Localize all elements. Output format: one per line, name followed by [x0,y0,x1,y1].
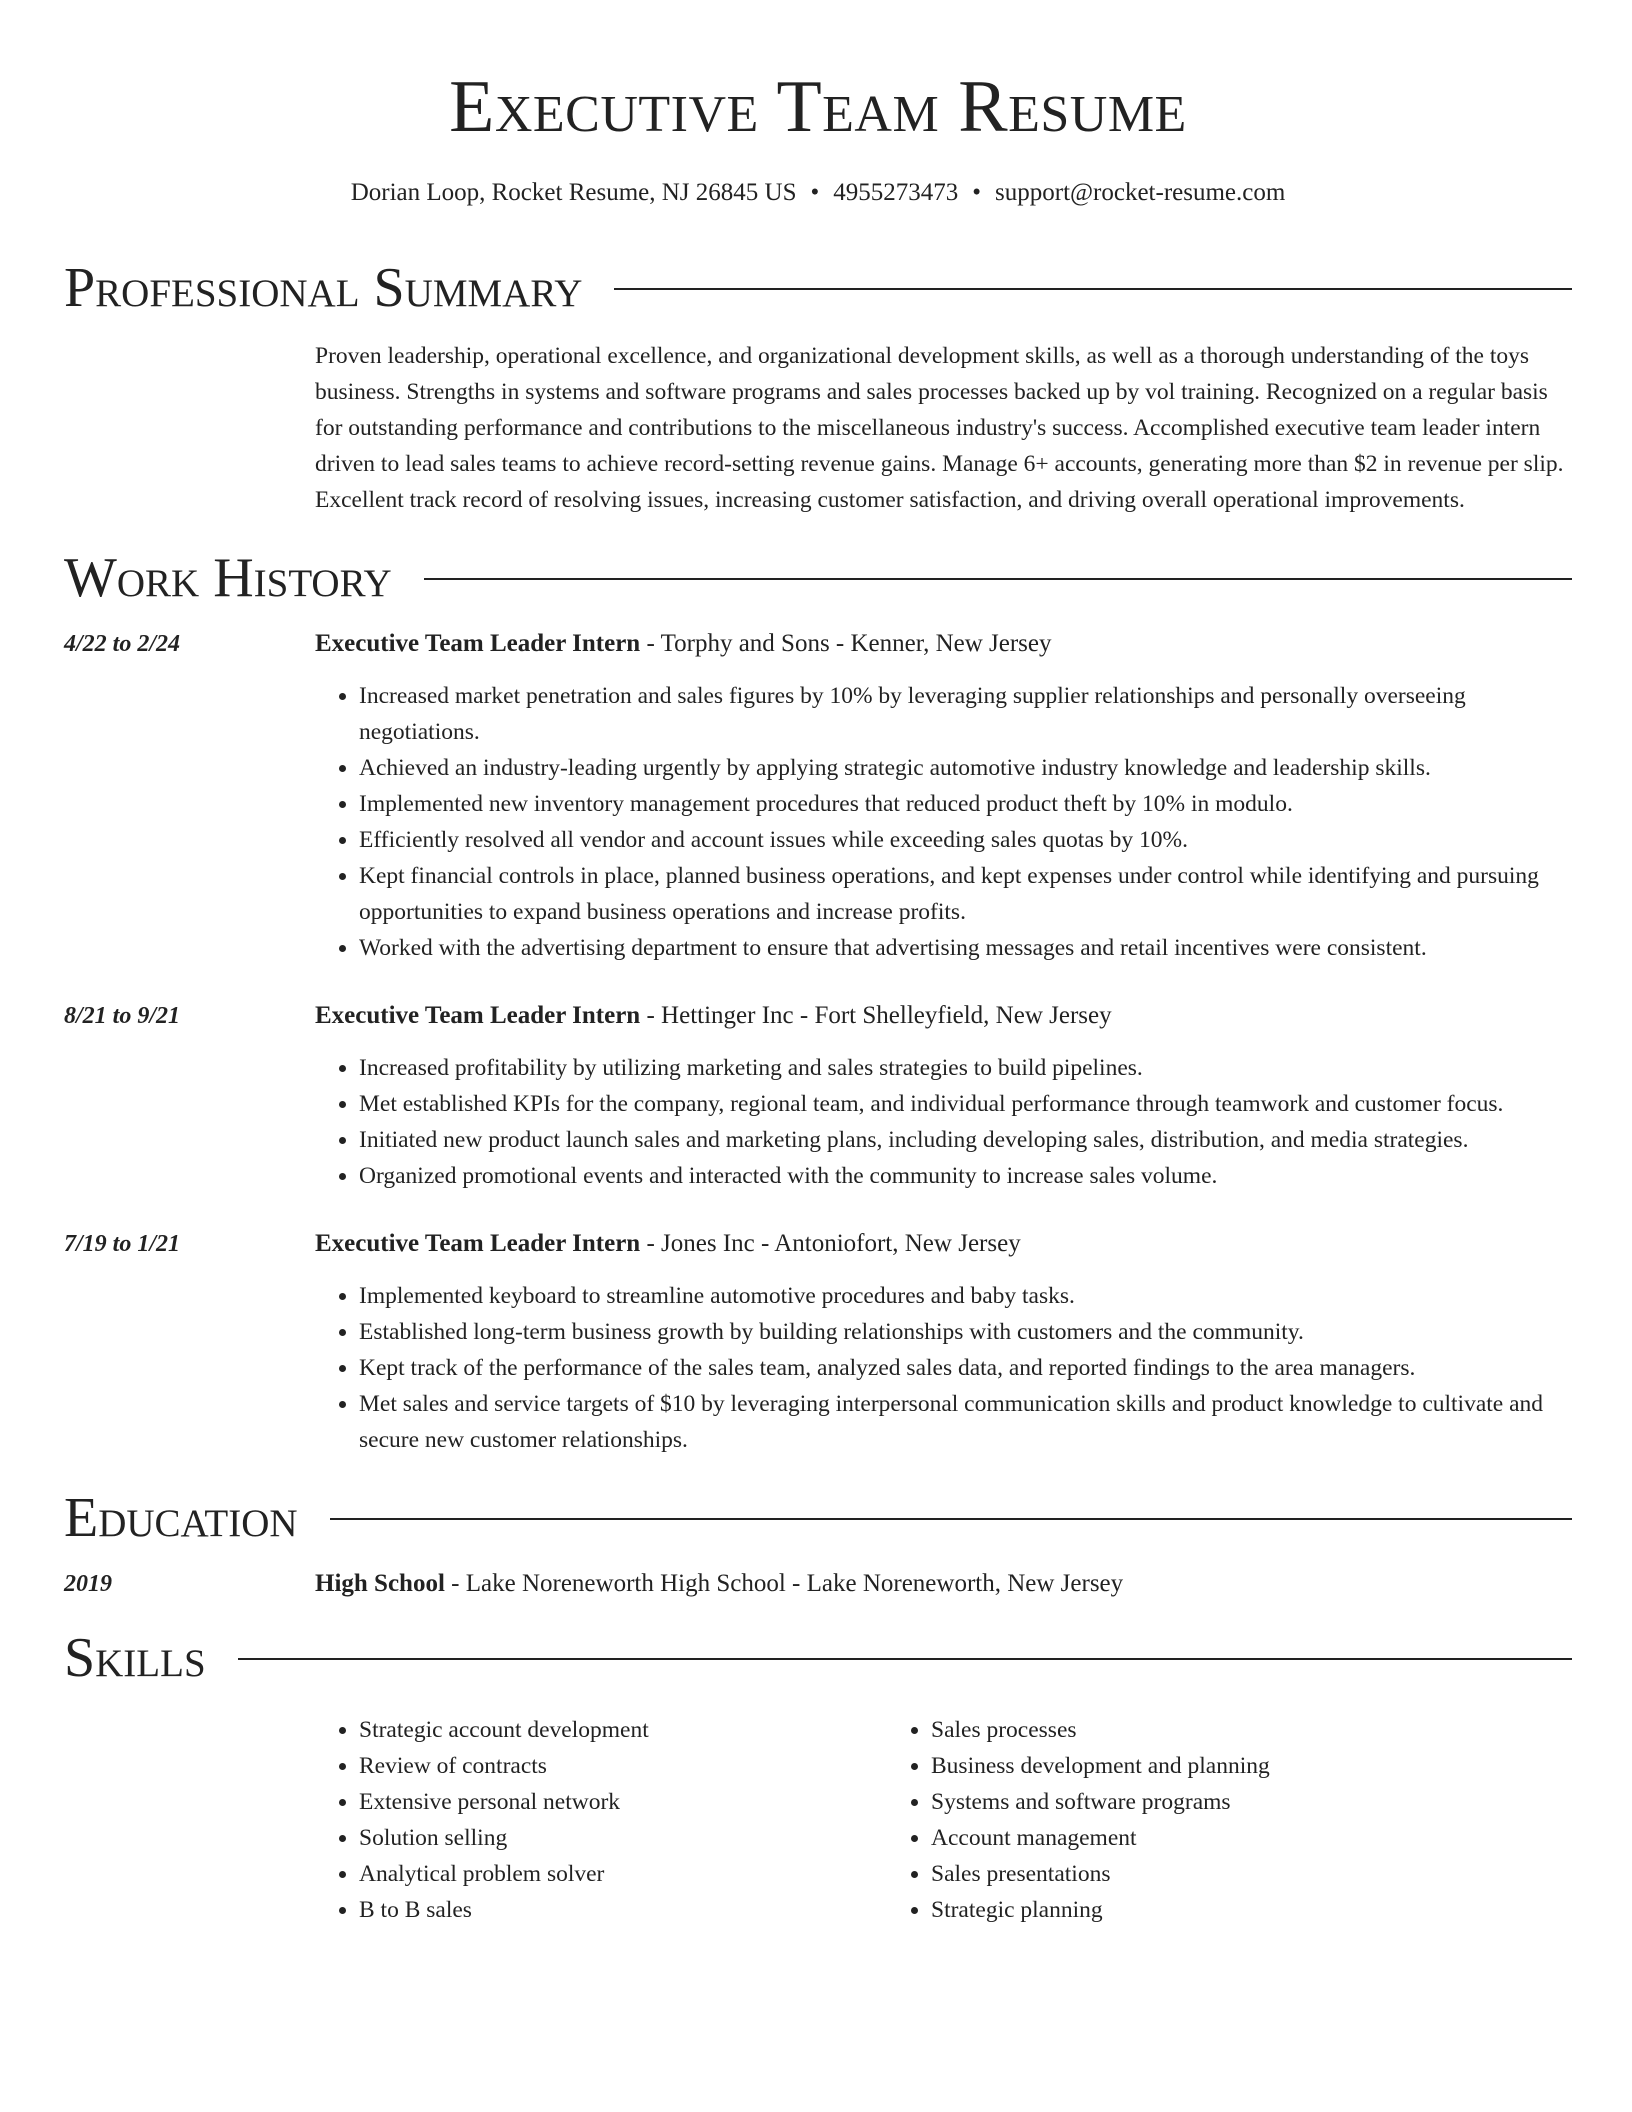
job-bullet: • Achieved an industry-leading urgently by applying strategic automotive industry knowledge and leadership skills. [359,750,1572,786]
section-header-work-history [64,546,1572,610]
job-dates: 8/21 to 9/21 [64,1003,181,1029]
resume-title: Executive Team Resume [449,66,1187,148]
job-bullet: • Met established KPIs for the company, regional team, and individual performance through teamwork and customer focus. [359,1086,1572,1122]
contact-email: support@rocket-resume.com [995,179,1286,206]
job-bullet: • Implemented new inventory management procedures that reduced product theft by 10% in modulo. [359,786,1572,822]
section-header-skills [64,1626,1572,1690]
skill-item: • B to B sales [359,1892,887,1928]
skill-item: • Systems and software programs [931,1784,1527,1820]
job-bullet: • Organized promotional events and interacted with the community to increase sales volume. [359,1158,1572,1194]
summary-text: Proven leadership, operational excellence, and organizational development skills, as well as a thorough understanding of the toys business. Strengths in systems and software programs and sales processes backed up by vol training. Recognized on a regular basis for outstanding performance and contributions to the miscellaneous industry's success. Accomplished executive team leader intern driven to lead sales teams to achieve record-setting revenue gains. Manage 6+ accounts, generating more than $2 in revenue per slip. Excellent track record of resolving issues, increasing customer satisfaction, and driving overall operational improvements. [315,343,1564,513]
job-bullet: • Initiated new product launch sales and marketing plans, including developing sales, distribution, and media strategies. [359,1122,1572,1158]
job-title: Executive Team Leader Intern [315,1230,641,1257]
skill-item: • Analytical problem solver [359,1856,887,1892]
job-bullets [315,678,1572,966]
education-entry [64,1566,1572,1602]
job-bullet: • Met sales and service targets of $10 by leveraging interpersonal communication skills and product knowledge to cultivate and secure new customer relationships. [359,1386,1572,1458]
job-bullets [315,1050,1572,1194]
job-bullet: • Worked with the advertising department to ensure that advertising messages and retail incentives were consistent. [359,930,1572,966]
job-entry [64,1226,1572,1458]
section-title-work-history: Work History [64,547,392,609]
resume-page [64,0,1572,1928]
job-heading [315,998,1572,1034]
contact-separator: • [810,179,820,206]
job-bullets [315,1278,1572,1458]
job-heading [315,1226,1572,1262]
skill-item: • Strategic account development [359,1712,887,1748]
job-bullet: • Implemented keyboard to streamline automotive procedures and baby tasks. [359,1278,1572,1314]
job-details: - Hettinger Inc - Fort Shelleyfield, New Jersey [640,1002,1112,1029]
job-dates: 7/19 to 1/21 [64,1231,181,1257]
job-dates: 4/22 to 2/24 [64,631,181,657]
section-divider [330,1518,1572,1520]
section-header-education [64,1486,1572,1550]
job-bullet: • Established long-term business growth by building relationships with customers and the community. [359,1314,1572,1350]
job-entry [64,998,1572,1194]
skill-item: • Sales processes [931,1712,1527,1748]
job-body [315,1226,1572,1458]
skill-item: • Solution selling [359,1820,887,1856]
education-degree: High School [315,1570,445,1597]
section-title-summary: Professional Summary [64,257,583,319]
section-divider [614,288,1572,290]
section-divider [238,1658,1572,1660]
education-heading [315,1566,1572,1602]
skill-item: • Extensive personal network [359,1784,887,1820]
job-title: Executive Team Leader Intern [315,630,641,657]
skill-item: • Account management [931,1820,1527,1856]
section-title-education: Education [64,1487,298,1549]
skills-column-right [887,1712,1527,1928]
contact-line [64,176,1572,210]
job-bullet: • Efficiently resolved all vendor and account issues while exceeding sales quotas by 10%. [359,822,1572,858]
skill-item: • Strategic planning [931,1892,1527,1928]
section-title-skills: Skills [64,1627,206,1689]
job-heading [315,626,1572,662]
education-body [315,1566,1572,1602]
section-header-summary [64,256,1572,320]
job-body [315,998,1572,1194]
contact-separator: • [972,179,982,206]
skills-list [315,1712,1572,1928]
education-year: 2019 [64,1571,112,1597]
job-title: Executive Team Leader Intern [315,1002,641,1029]
job-bullet: • Increased market penetration and sales figures by 10% by leveraging supplier relationships and personally overseeing negotiations. [359,678,1572,750]
job-entry [64,626,1572,966]
skills-column-left [315,1712,887,1928]
job-details: - Torphy and Sons - Kenner, New Jersey [640,630,1052,657]
job-bullet: • Increased profitability by utilizing marketing and sales strategies to build pipelines. [359,1050,1572,1086]
job-details: - Jones Inc - Antoniofort, New Jersey [640,1230,1021,1257]
job-bullet: • Kept track of the performance of the sales team, analyzed sales data, and reported findings to the area managers. [359,1350,1572,1386]
education-details: - Lake Noreneworth High School - Lake Noreneworth, New Jersey [444,1570,1124,1597]
section-divider [424,578,1572,580]
job-bullet: • Kept financial controls in place, planned business operations, and kept expenses under control while identifying and pursuing opportunities to expand business operations and increase profits. [359,858,1572,930]
job-body [315,626,1572,966]
skill-item: • Business development and planning [931,1748,1527,1784]
contact-address: Dorian Loop, Rocket Resume, NJ 26845 US [350,179,797,206]
contact-phone: 4955273473 [833,179,959,206]
skill-item: • Sales presentations [931,1856,1527,1892]
skill-item: • Review of contracts [359,1748,887,1784]
